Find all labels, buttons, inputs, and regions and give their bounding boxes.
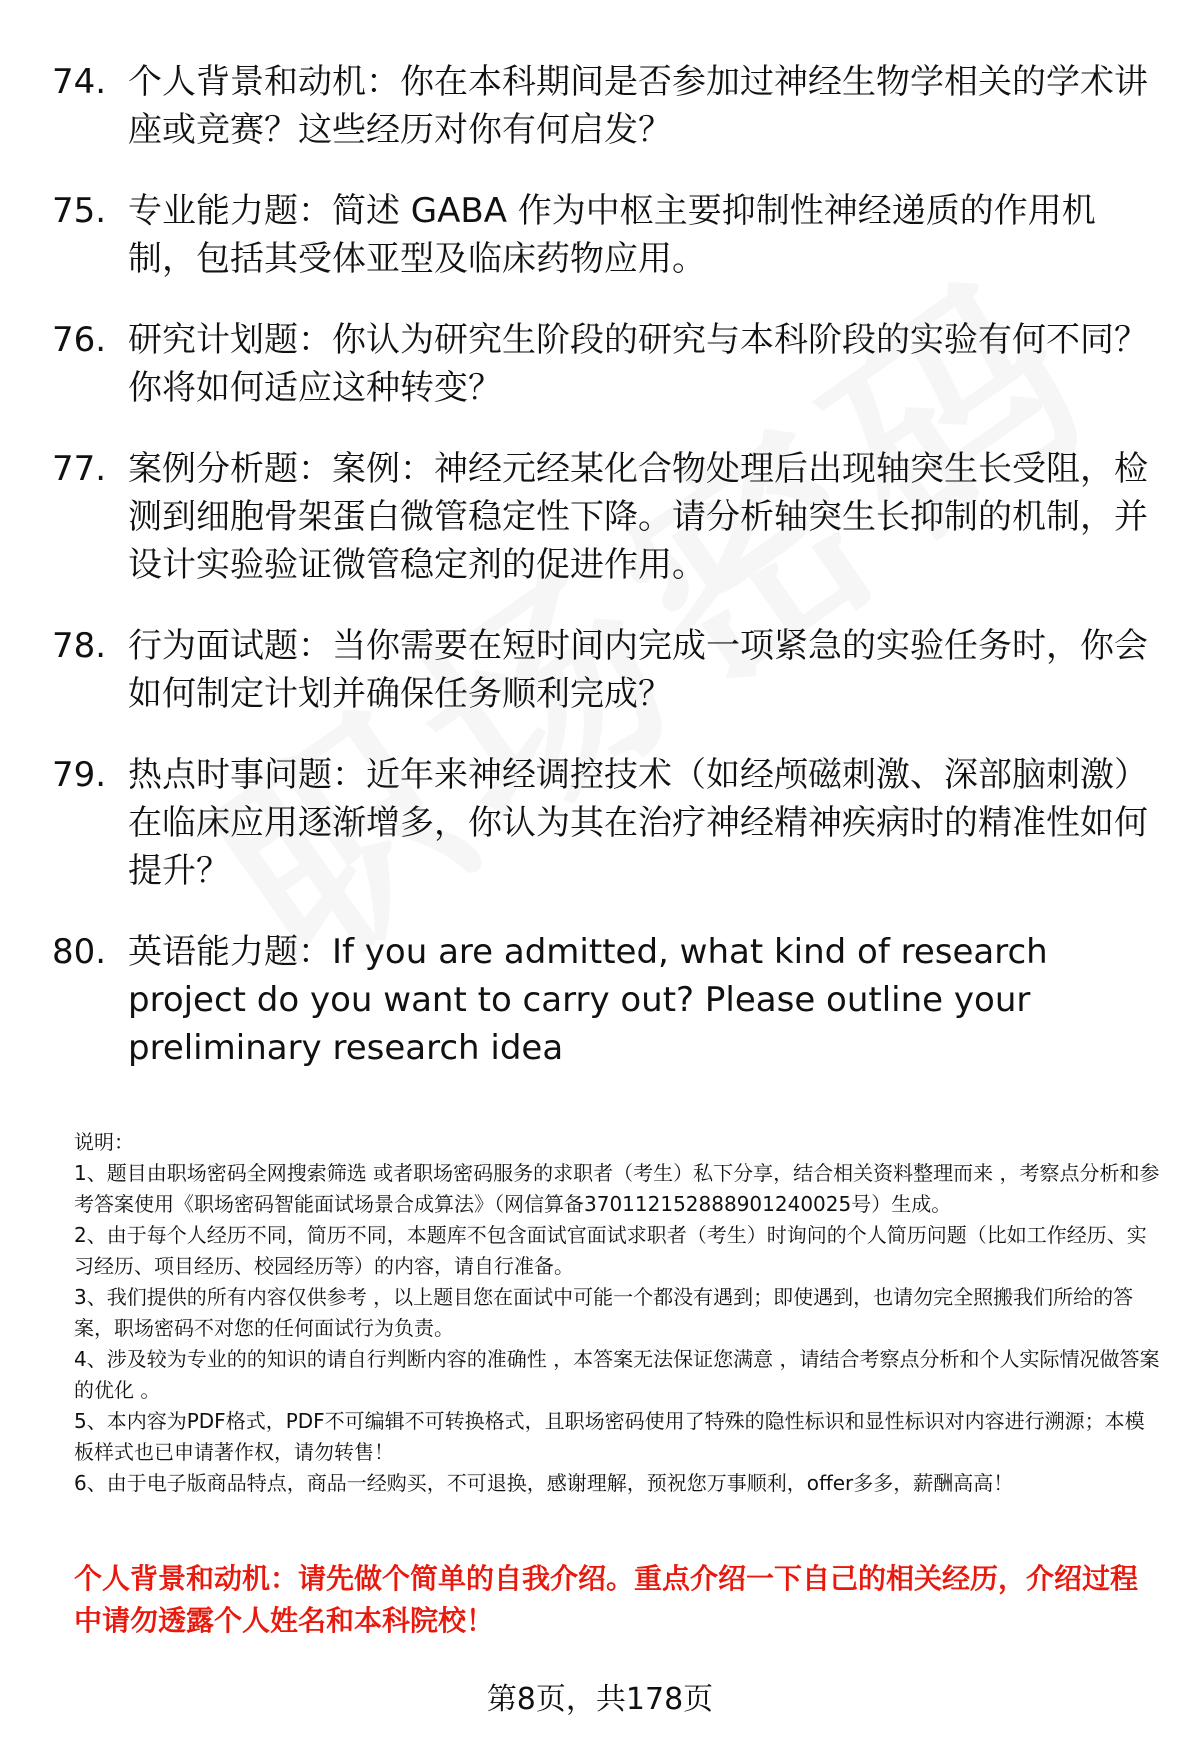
notes-section — [74, 1127, 1160, 1499]
question-item-75 — [52, 187, 1162, 283]
note-item-4: 4、涉及较为专业的的知识的请自行判断内容的准确性 ，本答案无法保证您满意 ，请结合考察点分析和个人实际情况做答案的优化 。 — [74, 1347, 1160, 1402]
question-number: 80. — [52, 932, 107, 972]
note-item-3: 3、我们提供的所有内容仅供参考 ，以上题目您在面试中可能一个都没有遇到；即使遇到，也请勿完全照搬我们所给的答案，职场密码不对您的任何面试行为负责。 — [74, 1285, 1134, 1340]
note-item-5: 5、本内容为PDF格式，PDF不可编辑不可转换格式，且职场密码使用了特殊的隐性标识和显性标识对内容进行溯源；本模板样式也已申请著作权，请勿转售！ — [74, 1409, 1145, 1464]
question-number: 77. — [52, 449, 107, 489]
note-item-2: 2、由于每个人经历不同，简历不同，本题库不包含面试官面试求职者（考生）时询问的个人简历问题（比如工作经历、实习经历、项目经历、校园经历等）的内容，请自行准备。 — [74, 1223, 1147, 1278]
question-item-80 — [52, 928, 1162, 1072]
question-item-79 — [52, 751, 1162, 895]
question-text: 个人背景和动机：你在本科期间是否参加过神经生物学相关的学术讲座或竞赛？这些经历对你有何启发？ — [128, 62, 1148, 150]
question-number: 75. — [52, 191, 107, 231]
question-text: 英语能力题：If you are admitted, what kind of research project do you want to carry out? Please outline your preliminary research idea — [128, 932, 1048, 1068]
question-item-78 — [52, 622, 1162, 718]
page-number: 第8页，共178页 — [486, 1682, 714, 1717]
question-item-74 — [52, 58, 1162, 154]
note-item-6: 6、由于电子版商品特点，商品一经购买，不可退换，感谢理解，预祝您万事顺利，offer多多，薪酬高高！ — [74, 1471, 1014, 1495]
question-list — [52, 58, 1162, 1105]
highlight-question: 个人背景和动机：请先做个简单的自我介绍。重点介绍一下自己的相关经历，介绍过程中请勿透露个人姓名和本科院校！ — [74, 1562, 1139, 1637]
question-text: 专业能力题：简述 GABA 作为中枢主要抑制性神经递质的作用机制，包括其受体亚型及临床药物应用。 — [128, 191, 1096, 279]
note-item-1: 1、题目由职场密码全网搜索筛选 或者职场密码服务的求职者（考生）私下分享，结合相关资料整理而来 ，考察点分析和参考答案使用《职场密码智能面试场景合成算法》（网信算备370112152888901240025号）生成。 — [74, 1161, 1160, 1216]
question-number: 78. — [52, 626, 107, 666]
question-text: 研究计划题：你认为研究生阶段的研究与本科阶段的实验有何不同？你将如何适应这种转变？ — [128, 320, 1148, 408]
question-number: 74. — [52, 62, 107, 102]
question-number: 76. — [52, 320, 107, 360]
question-item-76 — [52, 316, 1162, 412]
question-text: 行为面试题：当你需要在短时间内完成一项紧急的实验任务时，你会如何制定计划并确保任务顺利完成？ — [128, 626, 1148, 714]
question-item-77 — [52, 445, 1162, 589]
question-text: 热点时事问题：近年来神经调控技术（如经颅磁刺激、深部脑刺激）在临床应用逐渐增多，你认为其在治疗神经精神疾病时的精准性如何提升？ — [128, 755, 1148, 891]
question-number: 79. — [52, 755, 107, 795]
question-text: 案例分析题：案例：神经元经某化合物处理后出现轴突生长受阻，检测到细胞骨架蛋白微管稳定性下降。请分析轴突生长抑制的机制，并设计实验验证微管稳定剂的促进作用。 — [128, 449, 1148, 585]
notes-title: 说明： — [74, 1130, 134, 1154]
